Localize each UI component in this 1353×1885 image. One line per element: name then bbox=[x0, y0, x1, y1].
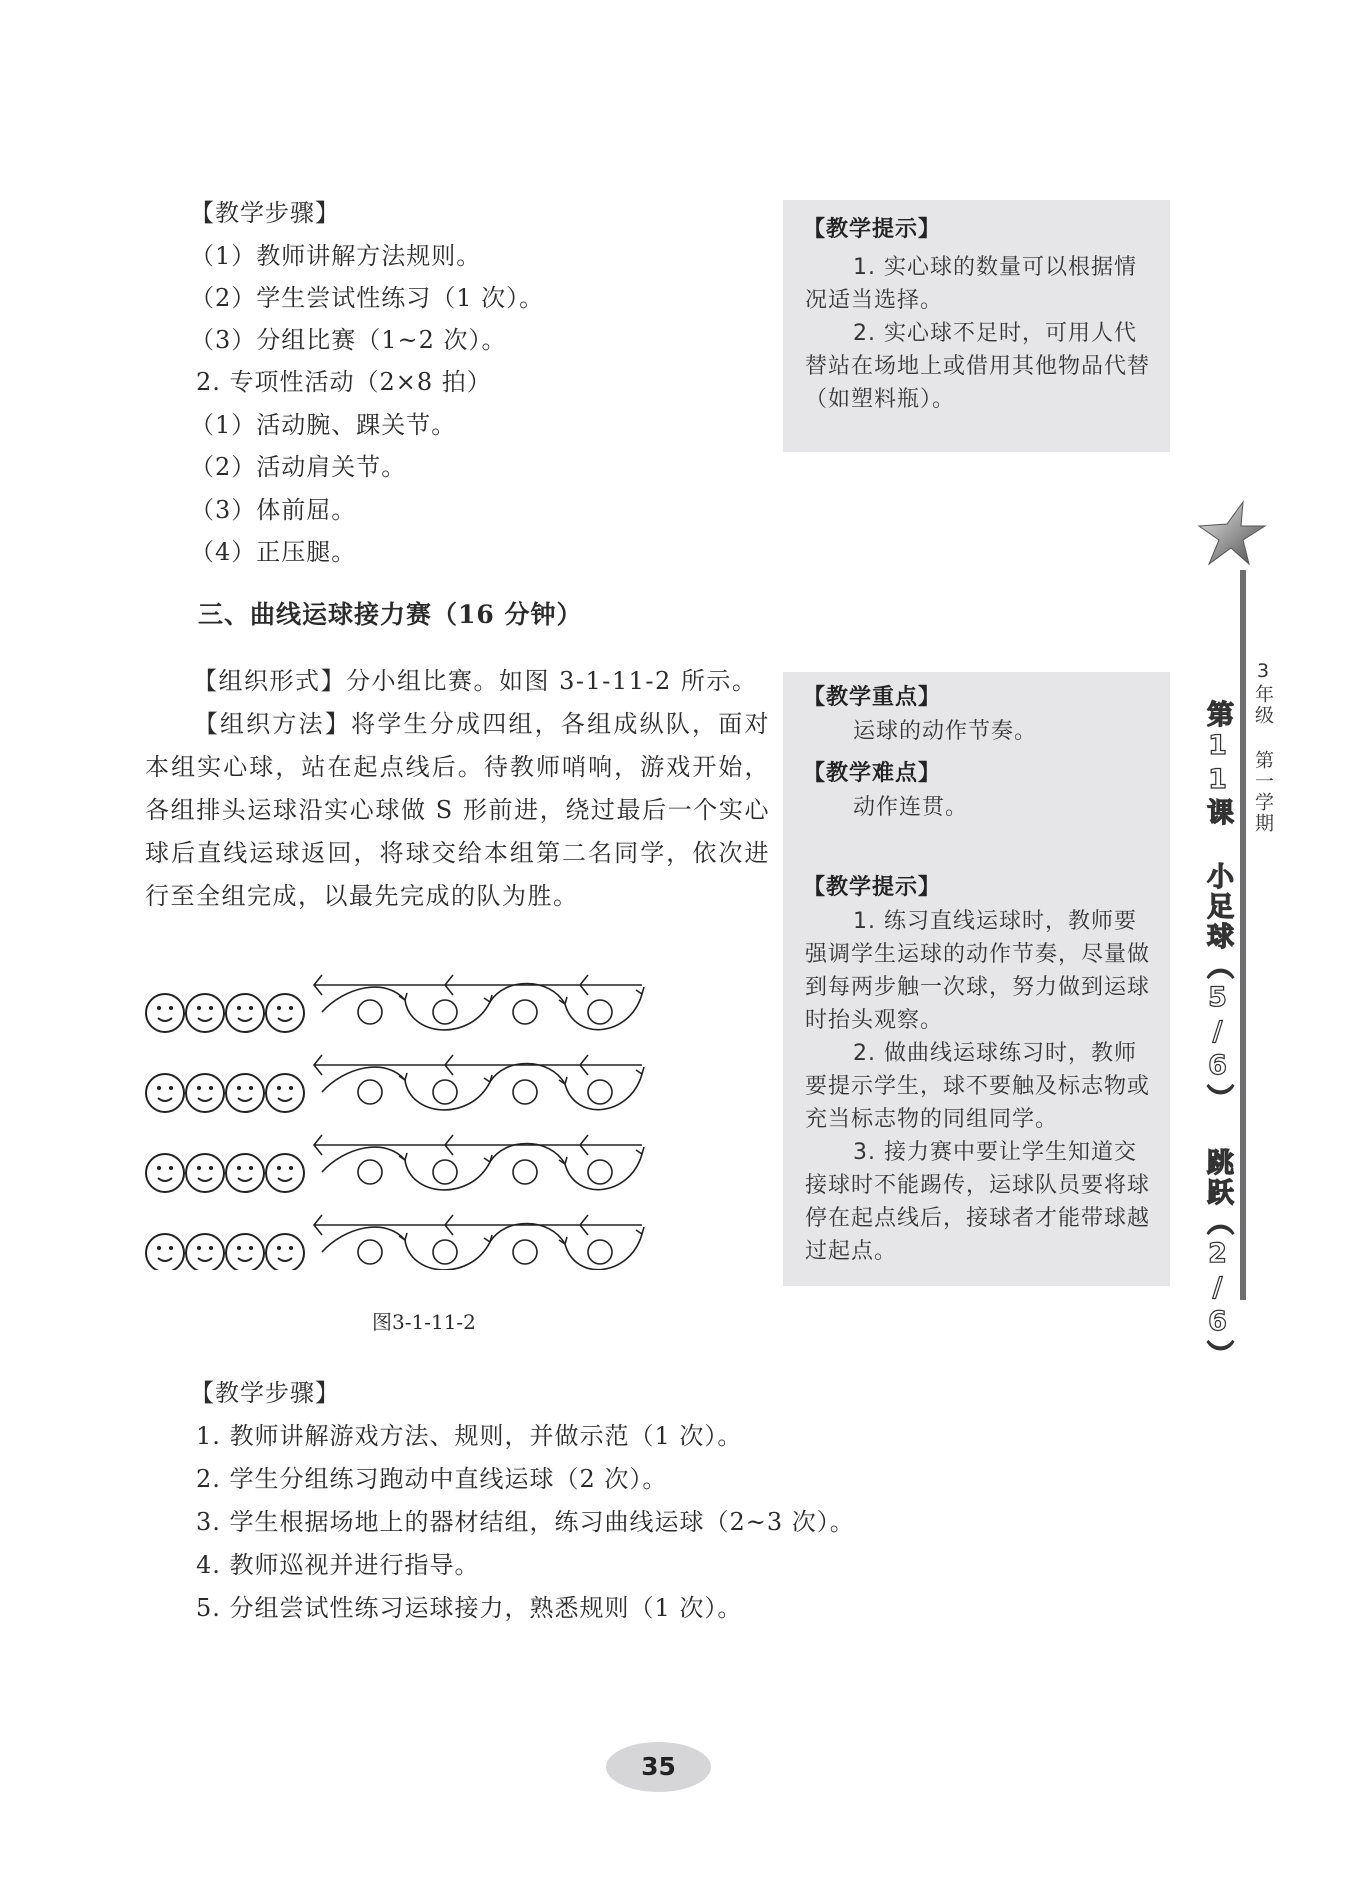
side-tab-bar bbox=[1240, 570, 1246, 1300]
focus-text: 运球的动作节奏。 bbox=[853, 719, 1038, 744]
cone-marker-icon bbox=[358, 1240, 382, 1264]
step-item: 3. 学生根据场地上的器材结组，练习曲线运球（2~3 次）。 bbox=[196, 1508, 855, 1536]
arrow-head-icon bbox=[636, 1067, 644, 1074]
student-face-icon bbox=[266, 1234, 304, 1270]
cone-marker-icon bbox=[588, 1160, 612, 1184]
step-item: （3）分组比赛（1~2 次）。 bbox=[190, 326, 507, 354]
student-face-icon bbox=[186, 1234, 224, 1270]
arrow-head-icon bbox=[484, 1235, 492, 1242]
student-face-icon bbox=[266, 1154, 304, 1192]
steps-header-bottom: 【教学步骤】 bbox=[190, 1379, 340, 1407]
cone-marker-icon bbox=[433, 1240, 457, 1264]
star-icon bbox=[1197, 498, 1269, 570]
tip-paragraph: 3. 接力赛中要让学生知道交接球时不能踢传，运球队员要将球停在起点线后，接球者才能带球越过起点。 bbox=[805, 1140, 1151, 1264]
tip-paragraph: 2. 实心球不足时，可用人代替站在场地上或借用其他物品代替（如塑料瓶）。 bbox=[805, 321, 1151, 412]
arrow-head-icon bbox=[399, 993, 407, 1000]
lesson-title-label: 第11课 小足球（5/6） 跳跃（2/6） bbox=[1202, 700, 1233, 1370]
organization-method: 【组织方法】将学生分成四组，各组成纵队，面对本组实心球，站在起点线后。待教师哨响，游戏开始，各组排头运球沿实心球做 S 形前进，绕过最后一个实心球后直线运球返回，将球交给本组第二名同学，依次进行至全组完成，以最先完成的队为胜。 bbox=[145, 710, 770, 910]
arrow-head-icon bbox=[636, 1147, 644, 1154]
cone-marker-icon bbox=[513, 1000, 537, 1024]
student-face-icon bbox=[226, 994, 264, 1032]
relay-group bbox=[146, 975, 644, 1032]
arrow-head-icon bbox=[399, 1073, 407, 1080]
difficulty-text: 动作连贯。 bbox=[853, 795, 969, 820]
arrow-head-icon bbox=[636, 1227, 644, 1234]
sub-heading: 2. 专项性活动（2×8 拍） bbox=[196, 368, 492, 396]
sub-item: （3）体前屈。 bbox=[190, 496, 357, 524]
student-face-icon bbox=[146, 994, 184, 1032]
tip-paragraph: 1. 实心球的数量可以根据情况适当选择。 bbox=[805, 255, 1137, 313]
figure-caption: 图3-1-11-2 bbox=[372, 1310, 476, 1334]
step-item: 1. 教师讲解游戏方法、规则，并做示范（1 次）。 bbox=[196, 1422, 743, 1450]
cone-marker-icon bbox=[588, 1000, 612, 1024]
student-face-icon bbox=[266, 1074, 304, 1112]
cone-marker-icon bbox=[358, 1160, 382, 1184]
student-face-icon bbox=[186, 1074, 224, 1112]
cone-marker-icon bbox=[588, 1240, 612, 1264]
tips-title: 【教学提示】 bbox=[803, 875, 942, 900]
cone-marker-icon bbox=[358, 1080, 382, 1104]
sub-item: （4）正压腿。 bbox=[190, 538, 357, 566]
arrow-head-icon bbox=[636, 987, 644, 994]
relay-group bbox=[146, 1055, 644, 1112]
sub-item: （2）活动肩关节。 bbox=[190, 453, 407, 481]
arrow-head-icon bbox=[484, 1075, 492, 1082]
relay-diagram bbox=[140, 940, 700, 1270]
step-item: （2）学生尝试性练习（1 次）。 bbox=[190, 284, 545, 312]
tip-paragraph: 1. 练习直线运球时，教师要强调学生运球的动作节奏，尽量做到每两步触一次球，努力做到运球时抬头观察。 bbox=[805, 909, 1151, 1033]
student-face-icon bbox=[226, 1074, 264, 1112]
grade-term-label: 3年级 第一学期 bbox=[1252, 660, 1274, 834]
cone-marker-icon bbox=[433, 1000, 457, 1024]
student-face-icon bbox=[226, 1234, 264, 1270]
arrow-head-icon bbox=[399, 1233, 407, 1240]
cone-marker-icon bbox=[513, 1240, 537, 1264]
organization-form: 【组织形式】分小组比赛。如图 3-1-11-2 所示。 bbox=[193, 667, 758, 695]
student-face-icon bbox=[146, 1074, 184, 1112]
sub-item: （1）活动腕、踝关节。 bbox=[190, 411, 457, 439]
cone-marker-icon bbox=[433, 1160, 457, 1184]
student-face-icon bbox=[266, 994, 304, 1032]
step-item: 5. 分组尝试性练习运球接力，熟悉规则（1 次）。 bbox=[196, 1594, 743, 1622]
cone-marker-icon bbox=[433, 1080, 457, 1104]
student-face-icon bbox=[146, 1154, 184, 1192]
key-points-box bbox=[783, 672, 1170, 1286]
step-item: 2. 学生分组练习跑动中直线运球（2 次）。 bbox=[196, 1465, 668, 1493]
cone-marker-icon bbox=[358, 1000, 382, 1024]
student-face-icon bbox=[226, 1154, 264, 1192]
section-heading: 三、曲线运球接力赛（16 分钟） bbox=[198, 600, 583, 629]
arrow-head-icon bbox=[484, 1155, 492, 1162]
steps-header-top: 【教学步骤】 bbox=[190, 199, 340, 227]
student-face-icon bbox=[146, 1234, 184, 1270]
step-item: 4. 教师巡视并进行指导。 bbox=[196, 1551, 480, 1579]
cone-marker-icon bbox=[513, 1160, 537, 1184]
relay-group bbox=[146, 1135, 644, 1192]
cone-marker-icon bbox=[513, 1080, 537, 1104]
arrow-head-icon bbox=[484, 995, 492, 1002]
relay-group bbox=[146, 1215, 644, 1270]
student-face-icon bbox=[186, 994, 224, 1032]
tip-box-title: 【教学提示】 bbox=[803, 217, 942, 242]
focus-title: 【教学重点】 bbox=[803, 685, 942, 710]
tip-paragraph: 2. 做曲线运球练习时，教师要提示学生，球不要触及标志物或充当标志物的同组同学。 bbox=[805, 1041, 1151, 1132]
page-number: 35 bbox=[606, 1742, 711, 1792]
difficulty-title: 【教学难点】 bbox=[803, 761, 942, 786]
cone-marker-icon bbox=[588, 1080, 612, 1104]
student-face-icon bbox=[186, 1154, 224, 1192]
arrow-head-icon bbox=[399, 1153, 407, 1160]
tip-box-1 bbox=[783, 200, 1170, 452]
step-item: （1）教师讲解方法规则。 bbox=[190, 242, 482, 270]
